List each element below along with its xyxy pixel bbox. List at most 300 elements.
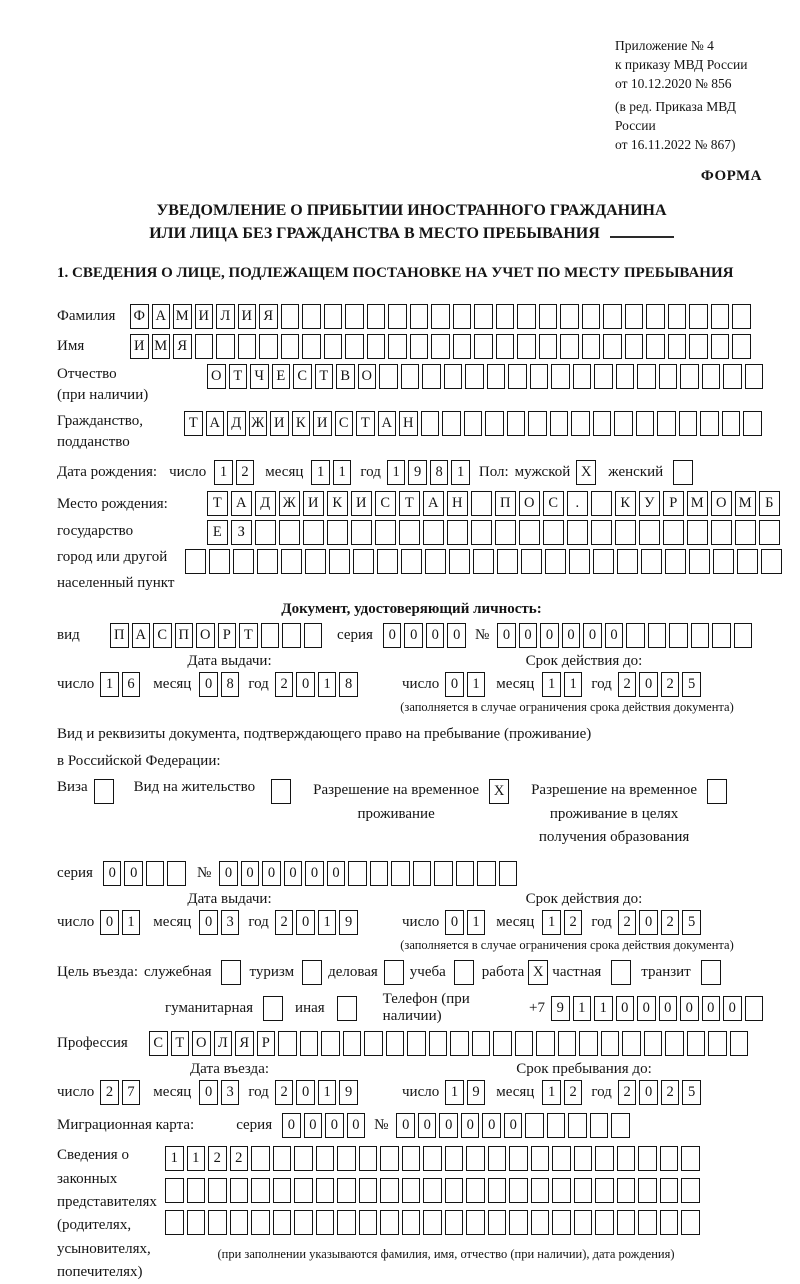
- char-cell[interactable]: К: [327, 491, 348, 516]
- char-cell[interactable]: [472, 1031, 491, 1056]
- char-cell[interactable]: [595, 1178, 614, 1203]
- char-cell[interactable]: 0: [445, 672, 464, 697]
- char-cell[interactable]: А: [378, 411, 397, 436]
- char-cell[interactable]: [401, 549, 422, 574]
- residence-permit-checkbox[interactable]: [271, 779, 291, 804]
- char-cell[interactable]: [737, 549, 758, 574]
- char-cell[interactable]: 0: [282, 1113, 301, 1138]
- char-cell[interactable]: Т: [315, 364, 334, 389]
- char-cell[interactable]: [431, 334, 450, 359]
- char-cell[interactable]: [531, 1178, 550, 1203]
- char-cell[interactable]: [423, 1146, 442, 1171]
- char-cell[interactable]: [425, 549, 446, 574]
- char-cell[interactable]: 1: [542, 672, 561, 697]
- char-cell[interactable]: 2: [618, 672, 637, 697]
- char-cell[interactable]: [388, 334, 407, 359]
- char-cell[interactable]: [687, 520, 708, 545]
- char-cell[interactable]: Л: [216, 304, 235, 329]
- char-cell[interactable]: [517, 334, 536, 359]
- char-cell[interactable]: Ж: [249, 411, 268, 436]
- char-cell[interactable]: [447, 520, 468, 545]
- char-cell[interactable]: [261, 623, 280, 648]
- char-cell[interactable]: [625, 334, 644, 359]
- char-cell[interactable]: [496, 304, 515, 329]
- char-cell[interactable]: [233, 549, 254, 574]
- char-cell[interactable]: 8: [221, 672, 240, 697]
- char-cell[interactable]: З: [231, 520, 252, 545]
- char-cell[interactable]: [259, 334, 278, 359]
- char-cell[interactable]: [321, 1031, 340, 1056]
- char-cell[interactable]: [305, 549, 326, 574]
- char-cell[interactable]: 0: [723, 996, 742, 1021]
- char-cell[interactable]: [208, 1210, 227, 1235]
- char-cell[interactable]: 0: [583, 623, 602, 648]
- char-cell[interactable]: П: [110, 623, 129, 648]
- char-cell[interactable]: [402, 1210, 421, 1235]
- char-cell[interactable]: [423, 1210, 442, 1235]
- char-cell[interactable]: [636, 411, 655, 436]
- char-cell[interactable]: [445, 1210, 464, 1235]
- char-cell[interactable]: Я: [259, 304, 278, 329]
- char-cell[interactable]: [616, 364, 635, 389]
- char-cell[interactable]: 0: [426, 623, 445, 648]
- char-cell[interactable]: [521, 549, 542, 574]
- char-cell[interactable]: 9: [551, 996, 570, 1021]
- char-cell[interactable]: Д: [255, 491, 276, 516]
- char-cell[interactable]: 1: [311, 460, 330, 485]
- char-cell[interactable]: [594, 364, 613, 389]
- char-cell[interactable]: [644, 1031, 663, 1056]
- temp-permit-edu-checkbox[interactable]: [707, 779, 727, 804]
- char-cell[interactable]: [453, 334, 472, 359]
- char-cell[interactable]: [573, 364, 592, 389]
- char-cell[interactable]: [499, 861, 518, 886]
- char-cell[interactable]: [595, 1146, 614, 1171]
- char-cell[interactable]: [508, 364, 527, 389]
- char-cell[interactable]: 1: [333, 460, 352, 485]
- char-cell[interactable]: [509, 1146, 528, 1171]
- char-cell[interactable]: Т: [239, 623, 258, 648]
- char-cell[interactable]: [444, 364, 463, 389]
- char-cell[interactable]: [379, 364, 398, 389]
- char-cell[interactable]: [669, 623, 688, 648]
- char-cell[interactable]: 0: [482, 1113, 501, 1138]
- char-cell[interactable]: [626, 623, 645, 648]
- char-cell[interactable]: [679, 411, 698, 436]
- char-cell[interactable]: [195, 334, 214, 359]
- char-cell[interactable]: [638, 1146, 657, 1171]
- char-cell[interactable]: 0: [504, 1113, 523, 1138]
- char-cell[interactable]: Е: [207, 520, 228, 545]
- char-cell[interactable]: [304, 623, 323, 648]
- char-cell[interactable]: О: [711, 491, 732, 516]
- char-cell[interactable]: 0: [199, 910, 218, 935]
- char-cell[interactable]: [316, 1210, 335, 1235]
- char-cell[interactable]: [466, 1210, 485, 1235]
- char-cell[interactable]: В: [336, 364, 355, 389]
- char-cell[interactable]: [732, 304, 751, 329]
- char-cell[interactable]: Т: [356, 411, 375, 436]
- char-cell[interactable]: [474, 334, 493, 359]
- char-cell[interactable]: Я: [235, 1031, 254, 1056]
- char-cell[interactable]: [209, 549, 230, 574]
- char-cell[interactable]: С: [375, 491, 396, 516]
- char-cell[interactable]: 1: [451, 460, 470, 485]
- char-cell[interactable]: [681, 1146, 700, 1171]
- char-cell[interactable]: [230, 1178, 249, 1203]
- char-cell[interactable]: С: [293, 364, 312, 389]
- purpose-private-checkbox[interactable]: [611, 960, 631, 985]
- char-cell[interactable]: [380, 1178, 399, 1203]
- char-cell[interactable]: И: [195, 304, 214, 329]
- char-cell[interactable]: [471, 491, 492, 516]
- char-cell[interactable]: [574, 1210, 593, 1235]
- char-cell[interactable]: [466, 1146, 485, 1171]
- char-cell[interactable]: 2: [236, 460, 255, 485]
- char-cell[interactable]: [539, 304, 558, 329]
- char-cell[interactable]: 0: [241, 861, 260, 886]
- char-cell[interactable]: [316, 1146, 335, 1171]
- char-cell[interactable]: [711, 304, 730, 329]
- char-cell[interactable]: [552, 1146, 571, 1171]
- char-cell[interactable]: 0: [347, 1113, 366, 1138]
- char-cell[interactable]: 1: [542, 910, 561, 935]
- char-cell[interactable]: [442, 411, 461, 436]
- char-cell[interactable]: 1: [187, 1146, 206, 1171]
- char-cell[interactable]: 0: [219, 861, 238, 886]
- char-cell[interactable]: [591, 491, 612, 516]
- char-cell[interactable]: [617, 1210, 636, 1235]
- char-cell[interactable]: Н: [447, 491, 468, 516]
- char-cell[interactable]: 0: [124, 861, 143, 886]
- char-cell[interactable]: 0: [680, 996, 699, 1021]
- char-cell[interactable]: [422, 364, 441, 389]
- char-cell[interactable]: [691, 623, 710, 648]
- char-cell[interactable]: 1: [573, 996, 592, 1021]
- purpose-other-checkbox[interactable]: [337, 996, 357, 1021]
- char-cell[interactable]: 5: [682, 910, 701, 935]
- char-cell[interactable]: 8: [430, 460, 449, 485]
- char-cell[interactable]: 1: [387, 460, 406, 485]
- char-cell[interactable]: [552, 1210, 571, 1235]
- char-cell[interactable]: [571, 411, 590, 436]
- char-cell[interactable]: П: [175, 623, 194, 648]
- char-cell[interactable]: [345, 304, 364, 329]
- char-cell[interactable]: 1: [564, 672, 583, 697]
- char-cell[interactable]: [493, 1031, 512, 1056]
- char-cell[interactable]: О: [358, 364, 377, 389]
- char-cell[interactable]: 0: [637, 996, 656, 1021]
- char-cell[interactable]: [464, 411, 483, 436]
- char-cell[interactable]: 0: [562, 623, 581, 648]
- purpose-humanitarian-checkbox[interactable]: [263, 996, 283, 1021]
- char-cell[interactable]: [485, 411, 504, 436]
- char-cell[interactable]: [281, 304, 300, 329]
- char-cell[interactable]: [300, 1031, 319, 1056]
- char-cell[interactable]: [569, 549, 590, 574]
- char-cell[interactable]: [590, 1113, 609, 1138]
- char-cell[interactable]: Т: [171, 1031, 190, 1056]
- char-cell[interactable]: [700, 411, 719, 436]
- char-cell[interactable]: [665, 1031, 684, 1056]
- char-cell[interactable]: [399, 520, 420, 545]
- char-cell[interactable]: 1: [165, 1146, 184, 1171]
- visa-checkbox[interactable]: [94, 779, 114, 804]
- char-cell[interactable]: [488, 1146, 507, 1171]
- char-cell[interactable]: 0: [639, 672, 658, 697]
- char-cell[interactable]: 0: [396, 1113, 415, 1138]
- char-cell[interactable]: [273, 1146, 292, 1171]
- char-cell[interactable]: [558, 1031, 577, 1056]
- char-cell[interactable]: 0: [296, 910, 315, 935]
- char-cell[interactable]: И: [303, 491, 324, 516]
- char-cell[interactable]: [681, 1178, 700, 1203]
- char-cell[interactable]: [337, 1146, 356, 1171]
- char-cell[interactable]: 9: [408, 460, 427, 485]
- char-cell[interactable]: [273, 1210, 292, 1235]
- char-cell[interactable]: 0: [447, 623, 466, 648]
- char-cell[interactable]: [407, 1031, 426, 1056]
- char-cell[interactable]: М: [173, 304, 192, 329]
- char-cell[interactable]: 2: [275, 910, 294, 935]
- char-cell[interactable]: [423, 1178, 442, 1203]
- char-cell[interactable]: [165, 1210, 184, 1235]
- char-cell[interactable]: [648, 623, 667, 648]
- char-cell[interactable]: И: [313, 411, 332, 436]
- char-cell[interactable]: [531, 1210, 550, 1235]
- char-cell[interactable]: [165, 1178, 184, 1203]
- char-cell[interactable]: [294, 1178, 313, 1203]
- char-cell[interactable]: [410, 304, 429, 329]
- char-cell[interactable]: [380, 1146, 399, 1171]
- char-cell[interactable]: [359, 1210, 378, 1235]
- char-cell[interactable]: 2: [661, 672, 680, 697]
- char-cell[interactable]: [364, 1031, 383, 1056]
- char-cell[interactable]: [410, 334, 429, 359]
- char-cell[interactable]: [611, 1113, 630, 1138]
- char-cell[interactable]: [450, 1031, 469, 1056]
- char-cell[interactable]: [488, 1210, 507, 1235]
- char-cell[interactable]: 1: [122, 910, 141, 935]
- char-cell[interactable]: .: [567, 491, 588, 516]
- char-cell[interactable]: 0: [540, 623, 559, 648]
- char-cell[interactable]: [294, 1146, 313, 1171]
- char-cell[interactable]: 1: [214, 460, 233, 485]
- char-cell[interactable]: [712, 623, 731, 648]
- char-cell[interactable]: [582, 334, 601, 359]
- char-cell[interactable]: 2: [275, 1080, 294, 1105]
- char-cell[interactable]: [474, 304, 493, 329]
- char-cell[interactable]: 0: [439, 1113, 458, 1138]
- char-cell[interactable]: Т: [399, 491, 420, 516]
- char-cell[interactable]: [593, 549, 614, 574]
- female-checkbox[interactable]: [673, 460, 693, 485]
- char-cell[interactable]: [282, 623, 301, 648]
- char-cell[interactable]: [370, 861, 389, 886]
- char-cell[interactable]: А: [231, 491, 252, 516]
- purpose-work-checkbox[interactable]: X: [528, 960, 548, 985]
- char-cell[interactable]: 8: [339, 672, 358, 697]
- char-cell[interactable]: [509, 1210, 528, 1235]
- char-cell[interactable]: С: [149, 1031, 168, 1056]
- char-cell[interactable]: С: [153, 623, 172, 648]
- char-cell[interactable]: О: [207, 364, 226, 389]
- char-cell[interactable]: Р: [257, 1031, 276, 1056]
- char-cell[interactable]: [665, 549, 686, 574]
- char-cell[interactable]: [659, 364, 678, 389]
- char-cell[interactable]: Т: [184, 411, 203, 436]
- char-cell[interactable]: [251, 1146, 270, 1171]
- char-cell[interactable]: Н: [399, 411, 418, 436]
- char-cell[interactable]: [359, 1178, 378, 1203]
- char-cell[interactable]: [525, 1113, 544, 1138]
- char-cell[interactable]: [391, 861, 410, 886]
- char-cell[interactable]: [343, 1031, 362, 1056]
- char-cell[interactable]: [302, 334, 321, 359]
- char-cell[interactable]: А: [132, 623, 151, 648]
- char-cell[interactable]: М: [687, 491, 708, 516]
- char-cell[interactable]: А: [152, 304, 171, 329]
- char-cell[interactable]: 2: [618, 910, 637, 935]
- char-cell[interactable]: [638, 1178, 657, 1203]
- char-cell[interactable]: [591, 520, 612, 545]
- char-cell[interactable]: [641, 549, 662, 574]
- purpose-official-checkbox[interactable]: [221, 960, 241, 985]
- char-cell[interactable]: 0: [100, 910, 119, 935]
- char-cell[interactable]: [273, 1178, 292, 1203]
- char-cell[interactable]: [531, 1146, 550, 1171]
- char-cell[interactable]: Я: [173, 334, 192, 359]
- char-cell[interactable]: [732, 334, 751, 359]
- char-cell[interactable]: 1: [467, 910, 486, 935]
- char-cell[interactable]: [536, 1031, 555, 1056]
- char-cell[interactable]: 0: [605, 623, 624, 648]
- char-cell[interactable]: К: [615, 491, 636, 516]
- char-cell[interactable]: [453, 304, 472, 329]
- char-cell[interactable]: 0: [199, 1080, 218, 1105]
- char-cell[interactable]: 0: [262, 861, 281, 886]
- char-cell[interactable]: [488, 1178, 507, 1203]
- char-cell[interactable]: [646, 304, 665, 329]
- char-cell[interactable]: [495, 520, 516, 545]
- char-cell[interactable]: [702, 364, 721, 389]
- char-cell[interactable]: 2: [100, 1080, 119, 1105]
- char-cell[interactable]: 0: [304, 1113, 323, 1138]
- char-cell[interactable]: [402, 1146, 421, 1171]
- char-cell[interactable]: 0: [325, 1113, 344, 1138]
- char-cell[interactable]: И: [238, 304, 257, 329]
- char-cell[interactable]: [434, 861, 453, 886]
- char-cell[interactable]: [722, 411, 741, 436]
- char-cell[interactable]: [257, 549, 278, 574]
- char-cell[interactable]: [622, 1031, 641, 1056]
- char-cell[interactable]: [743, 411, 762, 436]
- char-cell[interactable]: 5: [682, 1080, 701, 1105]
- char-cell[interactable]: [681, 1210, 700, 1235]
- char-cell[interactable]: [761, 549, 782, 574]
- char-cell[interactable]: [560, 304, 579, 329]
- char-cell[interactable]: [208, 1178, 227, 1203]
- char-cell[interactable]: [465, 364, 484, 389]
- char-cell[interactable]: 2: [275, 672, 294, 697]
- char-cell[interactable]: [615, 520, 636, 545]
- char-cell[interactable]: [603, 334, 622, 359]
- char-cell[interactable]: [509, 1178, 528, 1203]
- char-cell[interactable]: 5: [682, 672, 701, 697]
- char-cell[interactable]: [431, 304, 450, 329]
- char-cell[interactable]: [687, 1031, 706, 1056]
- char-cell[interactable]: 0: [445, 910, 464, 935]
- char-cell[interactable]: 0: [497, 623, 516, 648]
- char-cell[interactable]: [281, 549, 302, 574]
- char-cell[interactable]: А: [206, 411, 225, 436]
- char-cell[interactable]: [530, 364, 549, 389]
- char-cell[interactable]: 0: [199, 672, 218, 697]
- char-cell[interactable]: Б: [759, 491, 780, 516]
- char-cell[interactable]: 3: [221, 1080, 240, 1105]
- char-cell[interactable]: Ф: [130, 304, 149, 329]
- char-cell[interactable]: [471, 520, 492, 545]
- char-cell[interactable]: [713, 549, 734, 574]
- char-cell[interactable]: А: [423, 491, 444, 516]
- char-cell[interactable]: [473, 549, 494, 574]
- char-cell[interactable]: [603, 304, 622, 329]
- char-cell[interactable]: [646, 334, 665, 359]
- char-cell[interactable]: [351, 520, 372, 545]
- char-cell[interactable]: [477, 861, 496, 886]
- char-cell[interactable]: [445, 1146, 464, 1171]
- char-cell[interactable]: [367, 304, 386, 329]
- char-cell[interactable]: [187, 1178, 206, 1203]
- char-cell[interactable]: [251, 1210, 270, 1235]
- char-cell[interactable]: Е: [272, 364, 291, 389]
- char-cell[interactable]: [367, 334, 386, 359]
- char-cell[interactable]: [574, 1146, 593, 1171]
- char-cell[interactable]: [568, 1113, 587, 1138]
- char-cell[interactable]: Ж: [279, 491, 300, 516]
- char-cell[interactable]: [449, 549, 470, 574]
- char-cell[interactable]: 1: [594, 996, 613, 1021]
- char-cell[interactable]: [386, 1031, 405, 1056]
- char-cell[interactable]: О: [519, 491, 540, 516]
- char-cell[interactable]: 1: [100, 672, 119, 697]
- char-cell[interactable]: [567, 520, 588, 545]
- char-cell[interactable]: 3: [221, 910, 240, 935]
- char-cell[interactable]: И: [130, 334, 149, 359]
- char-cell[interactable]: 2: [661, 910, 680, 935]
- char-cell[interactable]: [668, 334, 687, 359]
- char-cell[interactable]: 0: [418, 1113, 437, 1138]
- char-cell[interactable]: [517, 304, 536, 329]
- char-cell[interactable]: [302, 304, 321, 329]
- char-cell[interactable]: [730, 1031, 749, 1056]
- char-cell[interactable]: [294, 1210, 313, 1235]
- char-cell[interactable]: [413, 861, 432, 886]
- char-cell[interactable]: [167, 861, 186, 886]
- char-cell[interactable]: 0: [519, 623, 538, 648]
- char-cell[interactable]: 7: [122, 1080, 141, 1105]
- char-cell[interactable]: 9: [339, 1080, 358, 1105]
- char-cell[interactable]: [711, 334, 730, 359]
- char-cell[interactable]: [377, 549, 398, 574]
- char-cell[interactable]: О: [192, 1031, 211, 1056]
- char-cell[interactable]: Р: [663, 491, 684, 516]
- char-cell[interactable]: 0: [383, 623, 402, 648]
- char-cell[interactable]: 1: [318, 910, 337, 935]
- char-cell[interactable]: [560, 334, 579, 359]
- char-cell[interactable]: [316, 1178, 335, 1203]
- char-cell[interactable]: 0: [639, 1080, 658, 1105]
